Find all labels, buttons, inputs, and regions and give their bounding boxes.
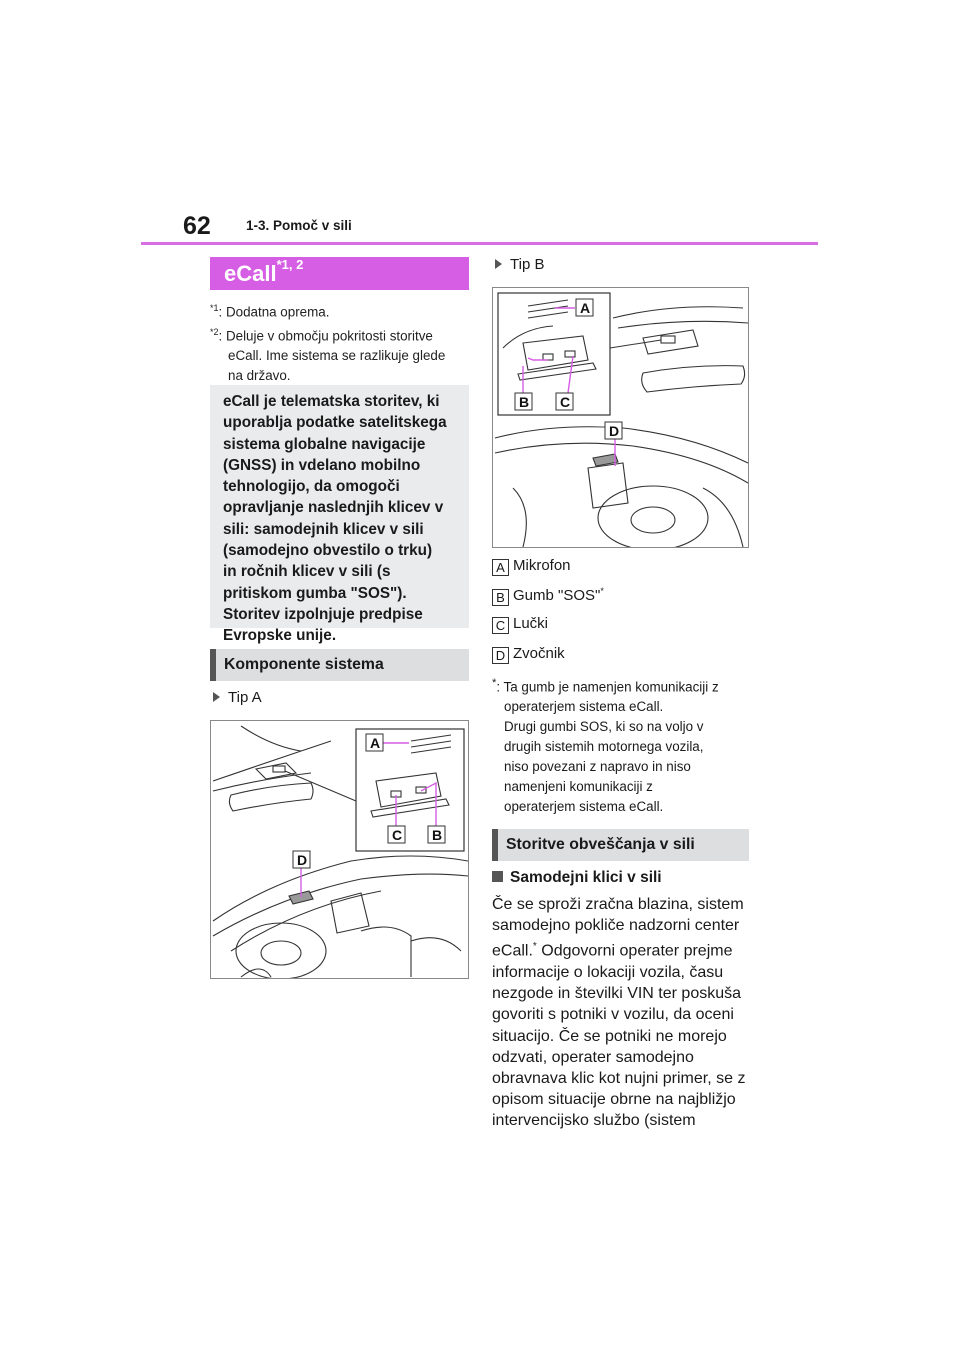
callout-c: C xyxy=(392,827,403,843)
legend-text: Mikrofon xyxy=(513,557,571,574)
footnote-2-line: na državo. xyxy=(228,368,291,384)
legend-letter: A xyxy=(492,559,509,576)
paragraph-sup: * xyxy=(532,941,537,953)
summary-line: sistema globalne navigacije xyxy=(223,435,426,453)
tip-b-label xyxy=(495,256,544,273)
page-number: 62 xyxy=(183,212,211,240)
tip-b-illustration xyxy=(493,288,748,547)
callout-d: D xyxy=(297,852,308,868)
auto-calls-paragraph xyxy=(492,894,754,1132)
summary-line: uporablja podatke satelitskega xyxy=(223,414,447,432)
subheading-auto-calls xyxy=(492,869,662,887)
callout-b: B xyxy=(519,394,530,410)
sos-footnote-line: : Ta gumb je namenjen komunikaciji z xyxy=(496,679,719,695)
sos-footnote-line: operaterjem sistema eCall. xyxy=(504,699,664,715)
summary-line: Storitev izpolnjuje predpise xyxy=(223,605,423,623)
legend-text: Lučki xyxy=(513,615,549,632)
sos-footnote xyxy=(492,673,754,817)
footnote-1 xyxy=(210,298,329,322)
summary-line: Evropske unije. xyxy=(223,627,337,645)
legend-item xyxy=(492,645,565,664)
paragraph-part: Odgovorni operater prejme informacije o lokaciji vozila, času nezgode in številki VIN ter poskuša govoriti s potniki v vozilu, da oceni situacijo. Če se potniki ne morejo odzvati, operater samodejno obravnava klic kot nujni primer, se z opisom situacije obrne na najbližjo intervencijsko službo (sistem xyxy=(492,942,746,1130)
footnote-2-mark: *2 xyxy=(210,327,219,337)
footnote-2-line: : Deluje v območju pokritosti storitve xyxy=(218,328,433,344)
legend-item xyxy=(492,615,548,634)
paragraph-part: Če se sproži zračna blazina, sistem samodejno pokliče nadzorni center eCall. xyxy=(492,896,744,960)
legend-text: Zvočnik xyxy=(513,645,565,662)
legend-letter: B xyxy=(492,589,509,606)
callout-a: A xyxy=(370,735,381,751)
sos-footnote-line: operaterjem sistema eCall. xyxy=(504,799,664,815)
legend-letter: C xyxy=(492,617,509,634)
sos-footnote-line: namenjeni komunikaciji z xyxy=(504,779,653,795)
legend-sup: * xyxy=(600,586,604,596)
arrow-right-icon xyxy=(495,259,502,269)
callout-c: C xyxy=(560,394,571,410)
tip-a-text: Tip A xyxy=(228,689,262,706)
footnote-1-mark: *1 xyxy=(210,303,219,313)
callout-d: D xyxy=(609,423,620,439)
figure-tip-a xyxy=(210,720,469,979)
legend-item xyxy=(492,586,604,606)
arrow-right-icon xyxy=(213,692,220,702)
summary-line: (samodejno obvestilo o trku) xyxy=(223,542,433,560)
section-notification: Storitve obveščanja v sili xyxy=(492,829,749,861)
page-title xyxy=(210,257,469,290)
summary-line: in ročnih klicev v sili (s xyxy=(223,563,391,581)
summary-box xyxy=(210,385,469,645)
summary-line: pritiskom gumba "SOS"). xyxy=(223,584,407,602)
footnote-2 xyxy=(210,322,472,386)
sos-footnote-line: Drugi gumbi SOS, ki so na voljo v xyxy=(504,719,704,735)
tip-a-label xyxy=(213,689,262,706)
page-title-text: eCall xyxy=(224,261,277,286)
summary-line: tehnologijo, da omogoči xyxy=(223,478,400,496)
section-header: 1-3. Pomoč v sili xyxy=(246,218,352,233)
square-bullet-icon xyxy=(492,871,503,882)
section-components: Komponente sistema xyxy=(210,649,469,681)
subheading-text: Samodejni klici v sili xyxy=(510,869,662,886)
sos-footnote-line: niso povezani z napravo in niso xyxy=(504,759,691,775)
legend-item xyxy=(492,557,571,576)
summary-line: opravljanje naslednjih klicev v xyxy=(223,499,444,517)
summary-line: sili: samodejnih klicev v sili xyxy=(223,520,424,538)
sos-footnote-line: drugih sistemih motornega vozila, xyxy=(504,739,704,755)
footnote-2-line: eCall. Ime sistema se razlikuje glede xyxy=(228,348,446,364)
legend-text: Gumb "SOS" xyxy=(513,587,601,604)
summary-line: eCall je telematska storitev, ki xyxy=(223,393,440,410)
figure-tip-b xyxy=(492,287,749,548)
sos-footnote-mark: * xyxy=(492,677,497,689)
page-title-sup: *1, 2 xyxy=(276,257,304,272)
tip-b-text: Tip B xyxy=(510,256,545,273)
callout-a: A xyxy=(580,300,591,316)
callout-b: B xyxy=(432,827,443,843)
header-rule xyxy=(141,242,818,245)
footnote-1-text: : Dodatna oprema. xyxy=(218,304,330,320)
summary-line: (GNSS) in vdelano mobilno xyxy=(223,456,421,474)
tip-a-illustration xyxy=(211,721,468,978)
legend-letter: D xyxy=(492,647,509,664)
